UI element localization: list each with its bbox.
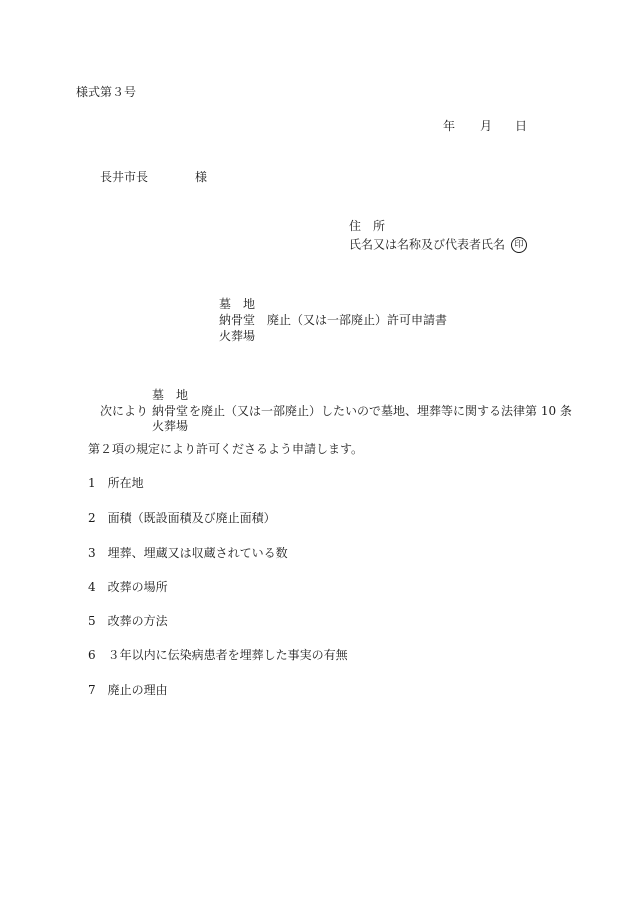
date-day-label: 日 xyxy=(515,119,528,133)
applicant-name-label: 氏名又は名称及び代表者氏名 印 xyxy=(349,237,527,253)
seal-mark: 印 xyxy=(511,237,527,253)
title-facility-ossuary: 納骨堂 xyxy=(219,313,256,327)
body-prefix: 次により xyxy=(100,404,149,418)
list-item: 2 面積（既設面積及び廃止面積） xyxy=(88,511,276,525)
list-item: 3 埋葬、埋蔵又は収蔵されている数 xyxy=(88,546,288,560)
form-title: 廃止（又は一部廃止）許可申請書 xyxy=(267,313,448,327)
body-line-1: を廃止（又は一部廃止）したいので墓地、埋葬等に関する法律第 10 条 xyxy=(189,404,572,418)
body-facility-cemetery: 墓 地 xyxy=(152,388,188,402)
addressee-mayor: 長井市長 xyxy=(100,170,149,184)
title-facility-cemetery: 墓 地 xyxy=(219,297,255,311)
date-year-label: 年 xyxy=(443,119,456,133)
list-item: 4 改葬の場所 xyxy=(88,580,168,594)
list-item: 7 廃止の理由 xyxy=(88,683,168,697)
list-item: 5 改葬の方法 xyxy=(88,614,168,628)
list-item: 1 所在地 xyxy=(88,476,144,490)
date-month-label: 月 xyxy=(480,119,493,133)
body-facility-crematorium: 火葬場 xyxy=(152,419,189,433)
list-item: 6 ３年以内に伝染病患者を埋葬した事実の有無 xyxy=(88,648,348,662)
body-line-2: 第２項の規定により許可くださるよう申請します。 xyxy=(88,442,364,456)
addressee-honorific: 様 xyxy=(195,170,208,184)
body-facility-ossuary: 納骨堂 xyxy=(152,404,189,418)
applicant-address-label: 住 所 xyxy=(349,219,385,233)
form-number: 様式第３号 xyxy=(76,85,137,99)
title-facility-crematorium: 火葬場 xyxy=(219,329,256,343)
